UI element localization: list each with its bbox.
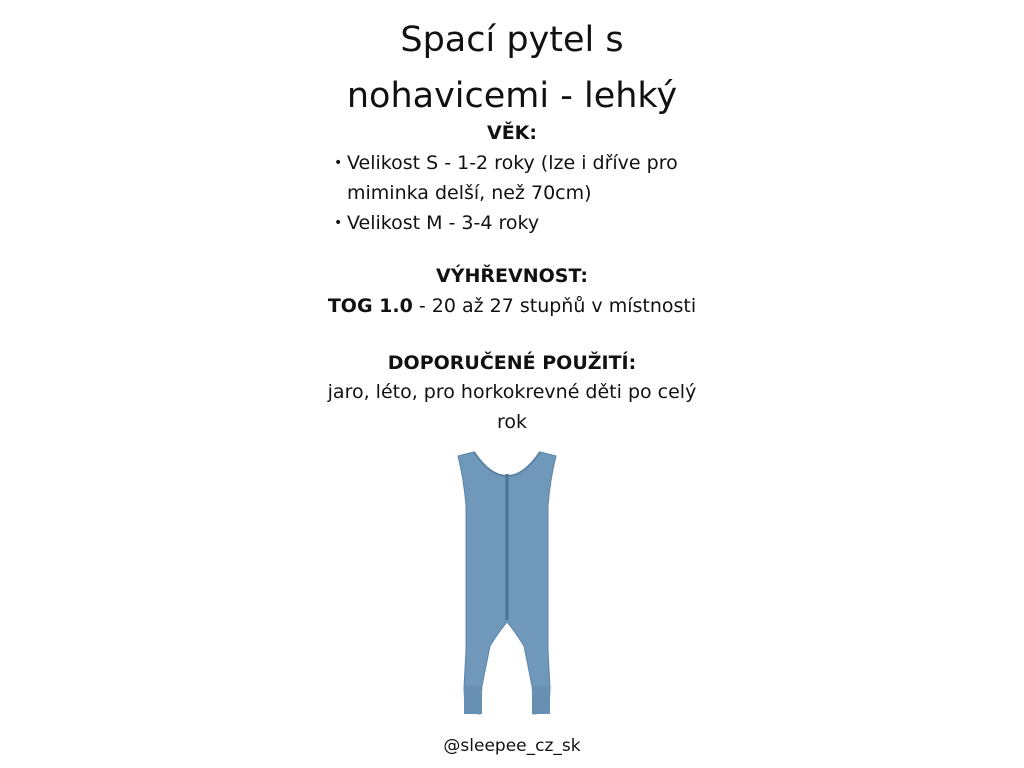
usage-text: jaro, léto, pro horkokrevné děti po celý rok	[327, 381, 697, 433]
tog-text: - 20 až 27 stupňů v místnosti	[412, 295, 697, 317]
tog-line	[0, 292, 1024, 320]
sleeping-bag-image	[452, 450, 562, 722]
age-list	[334, 148, 714, 238]
usage-heading: DOPORUČENÉ POUŽITÍ:	[387, 352, 637, 374]
right-cuff	[532, 686, 550, 714]
social-handle: @sleepee_cz_sk	[443, 736, 581, 756]
left-cuff	[464, 686, 482, 714]
age-heading: VĚK:	[486, 122, 537, 144]
title-line-2: nohavicemi - lehký	[346, 76, 678, 116]
warmth-heading: VÝHŘEVNOST:	[436, 265, 588, 287]
list-item: • Velikost M - 3-4 roky	[334, 208, 714, 238]
page-title	[0, 12, 1024, 124]
title-line-1: Spací pytel s	[400, 20, 624, 60]
list-item: • Velikost S - 1-2 roky (lze i dříve pro miminka delší, než 70cm)	[334, 148, 714, 208]
tog-label: TOG 1.0	[327, 295, 413, 317]
